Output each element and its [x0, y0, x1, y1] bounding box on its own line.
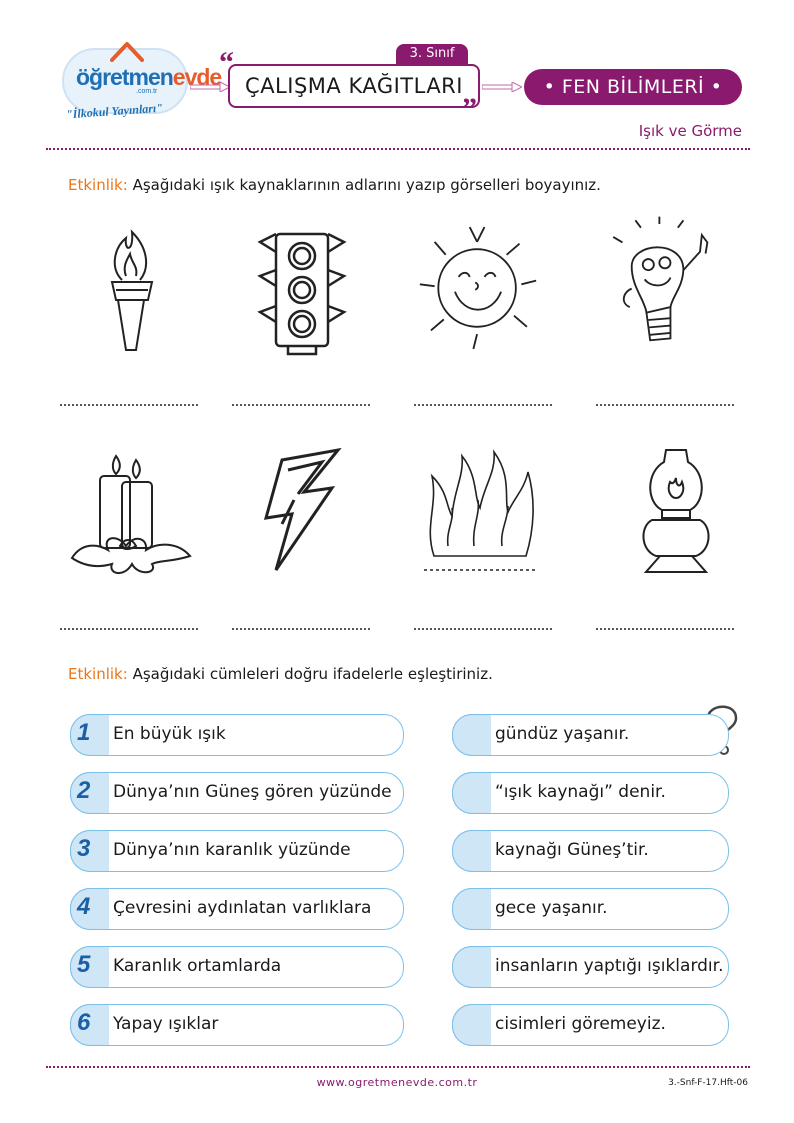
- lightning-icon: [242, 440, 362, 580]
- match-item-left[interactable]: [70, 830, 404, 872]
- item-text: Dünya’nın Güneş gören yüzünde: [113, 782, 392, 802]
- item-text: Karanlık ortamlarda: [113, 956, 282, 976]
- activity-label: Etkinlik:: [68, 176, 128, 194]
- item-text: Dünya’nın karanlık yüzünde: [113, 840, 351, 860]
- item-text: insanların yaptığı ışıklardır.: [495, 956, 724, 976]
- blank-cap: [452, 1004, 491, 1046]
- answer-line[interactable]: [60, 404, 198, 406]
- candles-icon: [68, 446, 198, 586]
- logo-domain-suffix: .com.tr: [136, 88, 158, 95]
- match-item-left[interactable]: [70, 1004, 404, 1046]
- blank-cap: [452, 772, 491, 814]
- item-text: Yapay ışıklar: [113, 1014, 219, 1034]
- item-number: 3: [77, 835, 91, 862]
- match-item-right[interactable]: [452, 714, 729, 756]
- activity-2-instruction: [68, 665, 493, 683]
- answer-line[interactable]: [232, 628, 370, 630]
- answer-line[interactable]: [232, 404, 370, 406]
- quote-close-mark: ”: [462, 92, 477, 125]
- activity-text: Aşağıdaki ışık kaynaklarının adlarını yazıp görselleri boyayınız.: [132, 176, 601, 194]
- item-text: gündüz yaşanır.: [495, 724, 630, 744]
- match-item-right[interactable]: [452, 772, 729, 814]
- traffic-light-icon: [240, 218, 360, 358]
- light-bulb-icon: [604, 214, 724, 354]
- publisher-logo: [62, 40, 222, 130]
- footer-website-link[interactable]: www.ogretmenevde.com.tr: [316, 1076, 478, 1089]
- item-number: 2: [77, 777, 91, 804]
- footer-document-code: 3.-Snf-F-17.Hft-06: [668, 1078, 748, 1088]
- blank-cap: [452, 830, 491, 872]
- blank-cap: [452, 888, 491, 930]
- item-text: gece yaşanır.: [495, 898, 608, 918]
- worksheet-title: ÇALIŞMA KAĞITLARI: [245, 74, 463, 98]
- oil-lamp-icon: [616, 440, 736, 580]
- blank-cap: [452, 714, 491, 756]
- activity-label: Etkinlik:: [68, 665, 128, 683]
- logo-tagline: "İlkokul Yayınları": [65, 100, 164, 122]
- grade-tab: 3. Sınıf: [396, 44, 468, 64]
- match-item-left[interactable]: [70, 714, 404, 756]
- house-roof-icon: [110, 40, 144, 62]
- activity-1-instruction: [68, 176, 601, 194]
- activity-text: Aşağıdaki cümleleri doğru ifadelerle eşleştiriniz.: [132, 665, 493, 683]
- torch-icon: [70, 218, 190, 358]
- topic-label: Işık ve Görme: [638, 122, 742, 140]
- item-text: Çevresini aydınlatan varlıklara: [113, 898, 372, 918]
- answer-line[interactable]: [596, 628, 734, 630]
- quote-open-mark: “: [219, 46, 234, 79]
- answer-line[interactable]: [60, 628, 198, 630]
- footer-divider: [46, 1066, 750, 1068]
- match-item-left[interactable]: [70, 772, 404, 814]
- subject-badge: • FEN BİLİMLERİ •: [524, 69, 742, 105]
- answer-line[interactable]: [414, 628, 552, 630]
- arrow-right-icon: [190, 82, 230, 92]
- answer-line[interactable]: [596, 404, 734, 406]
- match-item-right[interactable]: [452, 830, 729, 872]
- match-item-right[interactable]: [452, 946, 729, 988]
- match-item-right[interactable]: [452, 888, 729, 930]
- header-divider: [46, 148, 750, 150]
- match-item-right[interactable]: [452, 1004, 729, 1046]
- match-item-left[interactable]: [70, 888, 404, 930]
- arrow-right-icon: [482, 82, 522, 92]
- item-number: 4: [77, 893, 91, 920]
- match-item-left[interactable]: [70, 946, 404, 988]
- item-text: En büyük ışık: [113, 724, 226, 744]
- item-number: 6: [77, 1009, 91, 1036]
- item-text: “ışık kaynağı” denir.: [495, 782, 666, 802]
- blank-cap: [452, 946, 491, 988]
- item-number: 1: [77, 719, 91, 746]
- answer-line[interactable]: [414, 404, 552, 406]
- sun-icon: [418, 218, 538, 358]
- worksheet-title-box: [228, 64, 480, 108]
- logo-wordmark: öğretmenevde: [76, 64, 222, 90]
- item-text: kaynağı Güneş’tir.: [495, 840, 649, 860]
- item-text: cisimleri göremeyiz.: [495, 1014, 666, 1034]
- fire-icon: [418, 446, 548, 586]
- item-number: 5: [77, 951, 91, 978]
